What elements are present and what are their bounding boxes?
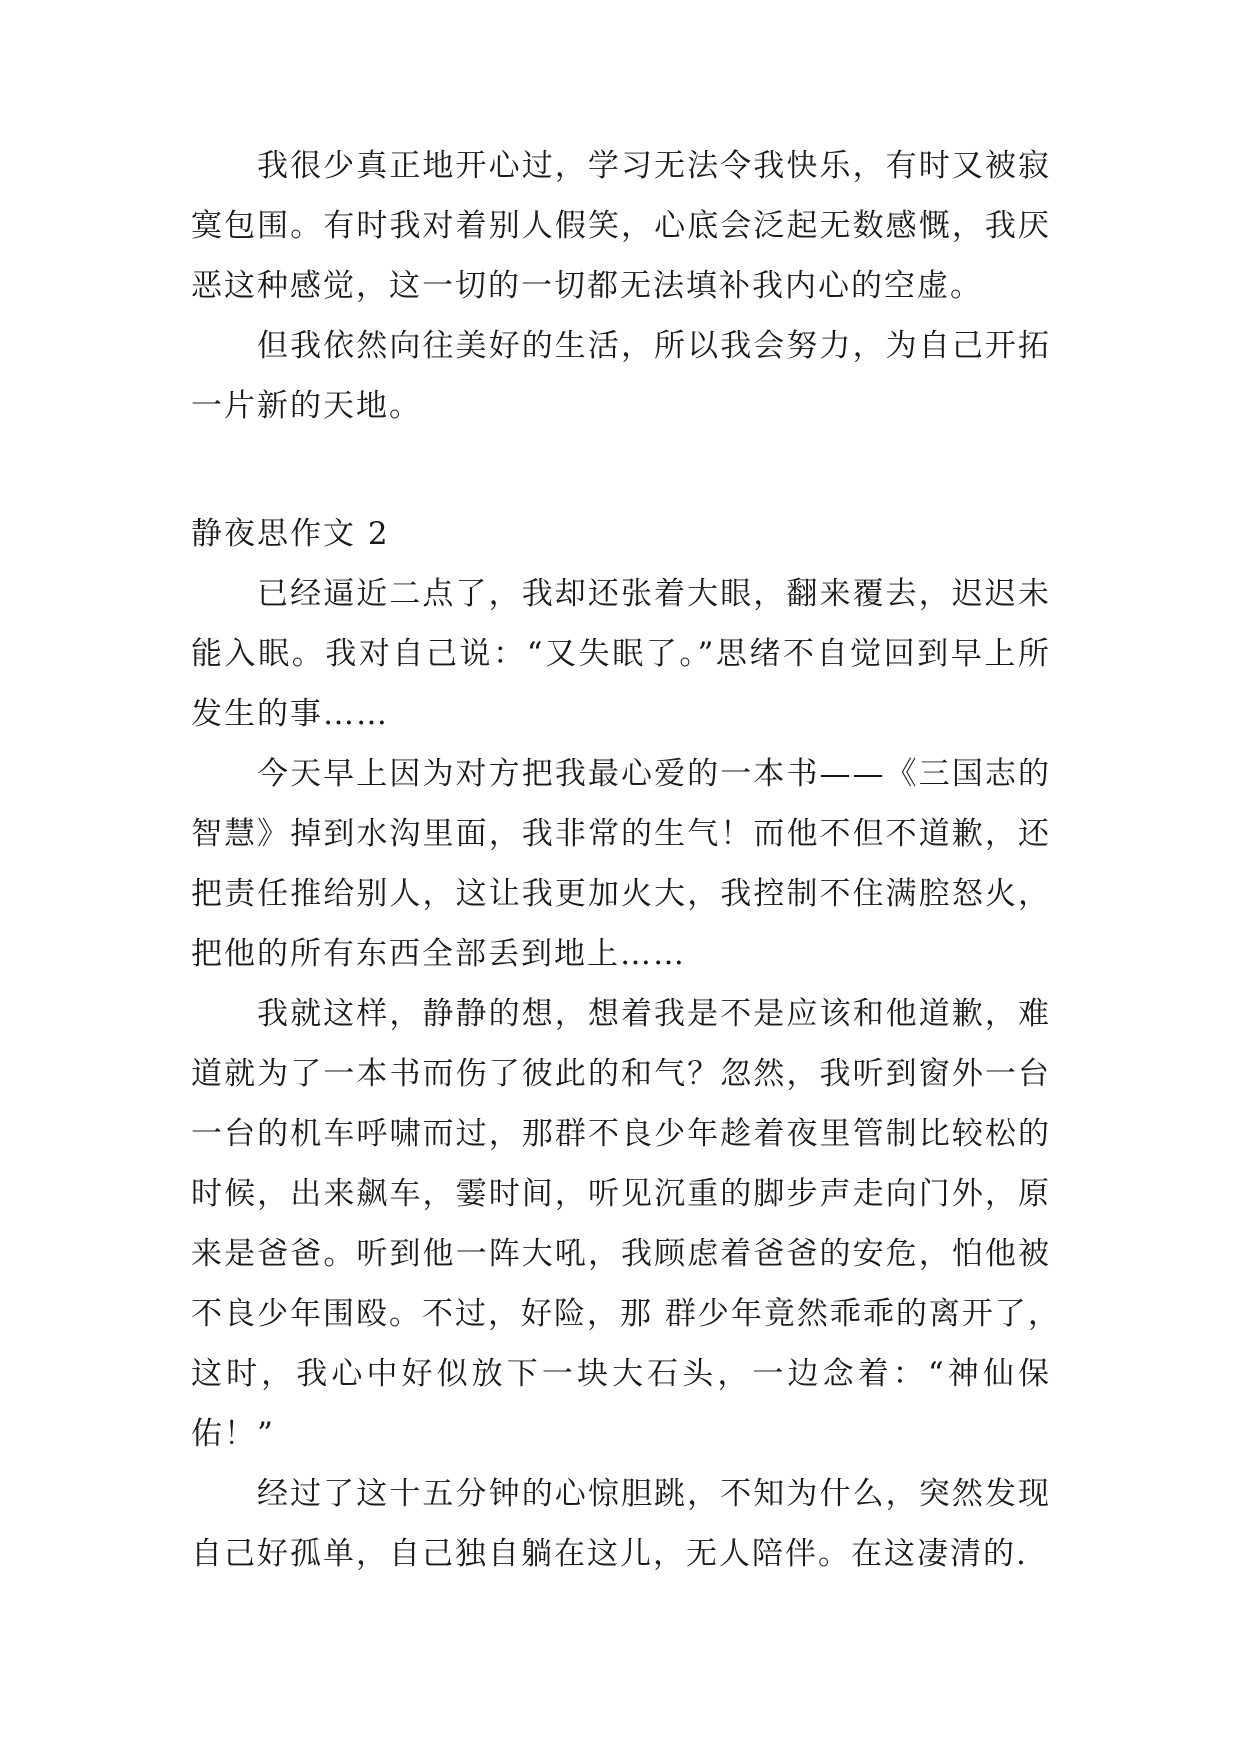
text-line: 但我依然向往美好的生活，所以我会努力，为自己开拓 — [257, 328, 1051, 364]
paragraph — [191, 984, 1061, 1464]
text-line: 不良少年围殴。不过，好险，那 群少年竟然乖乖的离开了， — [191, 1296, 1061, 1332]
text-line: 今天早上因为对方把我最心爱的一本书——《三国志的 — [257, 756, 1051, 792]
text-line: 道就为了一本书而伤了彼此的和气？忽然，我听到窗外一台 — [191, 1056, 1051, 1092]
text-line: 我很少真正地开心过，学习无法令我快乐，有时又被寂 — [257, 148, 1051, 184]
text-line: 智慧》掉到水沟里面，我非常的生气！而他不但不道歉，还 — [191, 816, 1051, 852]
text-line: 恶这种感觉，这一切的一切都无法填补我内心的空虚。 — [191, 268, 983, 304]
text-line: 一台的机车呼啸而过，那群不良少年趁着夜里管制比较松的 — [191, 1116, 1051, 1152]
paragraph — [191, 136, 1051, 316]
paragraph — [191, 744, 1051, 984]
text-line: 发生的事…… — [191, 696, 389, 732]
text-line: 寞包围。有时我对着别人假笑，心底会泛起无数感慨，我厌 — [191, 208, 1051, 244]
top-text-block — [191, 136, 1051, 436]
text-line: 一片新的天地。 — [191, 388, 422, 424]
text-line: 经过了这十五分钟的心惊胆跳，不知为什么，突然发现 — [257, 1476, 1051, 1512]
text-line: 佑！” — [191, 1416, 275, 1452]
section-title: 静夜思作文 2 — [191, 516, 390, 552]
text-line: 这时，我心中好似放下一块大石头，一边念着：“神仙保 — [191, 1356, 1051, 1392]
paragraph — [191, 564, 1051, 744]
text-line: 来是爸爸。听到他一阵大吼，我顾虑着爸爸的安危，怕他被 — [191, 1236, 1051, 1272]
text-line: 把他的所有东西全部丢到地上…… — [191, 936, 686, 972]
text-line: 已经逼近二点了，我却还张着大眼，翻来覆去，迟迟未 — [257, 576, 1051, 612]
text-line: 能入眠。我对自己说：“又失眠了。”思绪不自觉回到早上所 — [191, 636, 1051, 672]
paragraph — [191, 1464, 1051, 1584]
paragraph — [191, 316, 1051, 436]
section-text-block — [191, 564, 1061, 1584]
text-line: 把责任推给别人，这让我更加火大，我控制不住满腔怒火， — [191, 876, 1051, 912]
text-line: 自己好孤单，自己独自躺在这儿，无人陪伴。在这凄清的. — [191, 1536, 1028, 1572]
text-line: 我就这样，静静的想，想着我是不是应该和他道歉，难 — [257, 996, 1051, 1032]
text-line: 时候，出来飙车，霎时间，听见沉重的脚步声走向门外，原 — [191, 1176, 1051, 1212]
